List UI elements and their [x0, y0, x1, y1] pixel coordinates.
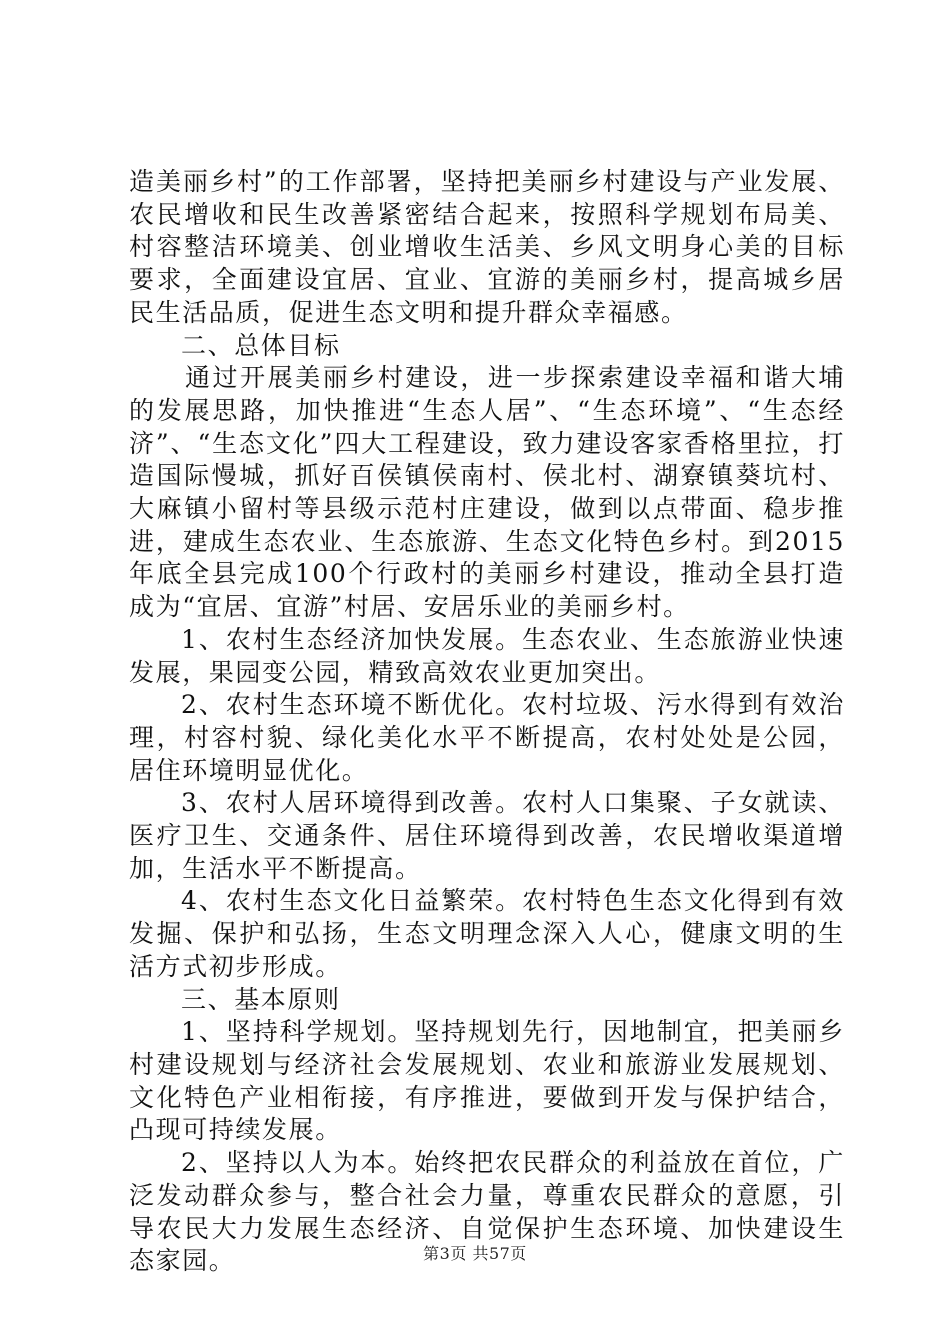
paragraph-goal-2: 2、农村生态环境不断优化。农村垃圾、污水得到有效治理，村容村貌、绿化美化水平不断提高，农村处处是公园，居住环境明显优化。	[129, 690, 845, 785]
paragraph-intro-continuation: 造美丽乡村”的工作部署，坚持把美丽乡村建设与产业发展、农民增收和民生改善紧密结合起来，按照科学规划布局美、村容整洁环境美、创业增收生活美、乡风文明身心美的目标要求，全面建设宜居、宜业、宜游的美丽乡村，提高城乡居民生活品质，促进生态文明和提升群众幸福感。	[129, 167, 845, 327]
page-number-footer: 第3页 共57页	[423, 1244, 527, 1263]
paragraph-overall-goals: 通过开展美丽乡村建设，进一步探索建设幸福和谐大埔的发展思路，加快推进“生态人居”、“生态环境”、“生态经济”、“生态文化”四大工程建设，致力建设客家香格里拉，打造国际慢城，抓好百侯镇侯南村、侯北村、湖寮镇葵坑村、大麻镇小留村等县级示范村庄建设，做到以点带面、稳步推进，建成生态农业、生态旅游、生态文化特色乡村。到2015年底全县完成100个行政村的美丽乡村建设，推动全县打造成为“宜居、宜游”村居、安居乐业的美丽乡村。	[129, 363, 845, 622]
paragraph-goal-1: 1、农村生态经济加快发展。生态农业、生态旅游业快速发展，果园变公园，精致高效农业更加突出。	[129, 624, 845, 687]
paragraph-principle-1: 1、坚持科学规划。坚持规划先行，因地制宜，把美丽乡村建设规划与经济社会发展规划、农业和旅游业发展规划、文化特色产业相衔接，有序推进，要做到开发与保护结合，凸现可持续发展。	[129, 1017, 845, 1145]
paragraph-principle-2: 2、坚持以人为本。始终把农民群众的利益放在首位，广泛发动群众参与，整合社会力量，尊重农民群众的意愿，引导农民大力发展生态经济、自觉保护生态环境、加快建设生态家园。	[129, 1148, 845, 1276]
document-body	[129, 166, 845, 1278]
paragraph-goal-3: 3、农村人居环境得到改善。农村人口集聚、子女就读、医疗卫生、交通条件、居住环境得到改善，农民增收渠道增加，生活水平不断提高。	[129, 788, 845, 883]
paragraph-goal-4: 4、农村生态文化日益繁荣。农村特色生态文化得到有效发掘、保护和弘扬，生态文明理念深入人心，健康文明的生活方式初步形成。	[129, 886, 845, 981]
section-heading-overall-goals: 二、总体目标	[181, 330, 341, 360]
section-heading-basic-principles: 三、基本原则	[181, 984, 341, 1014]
